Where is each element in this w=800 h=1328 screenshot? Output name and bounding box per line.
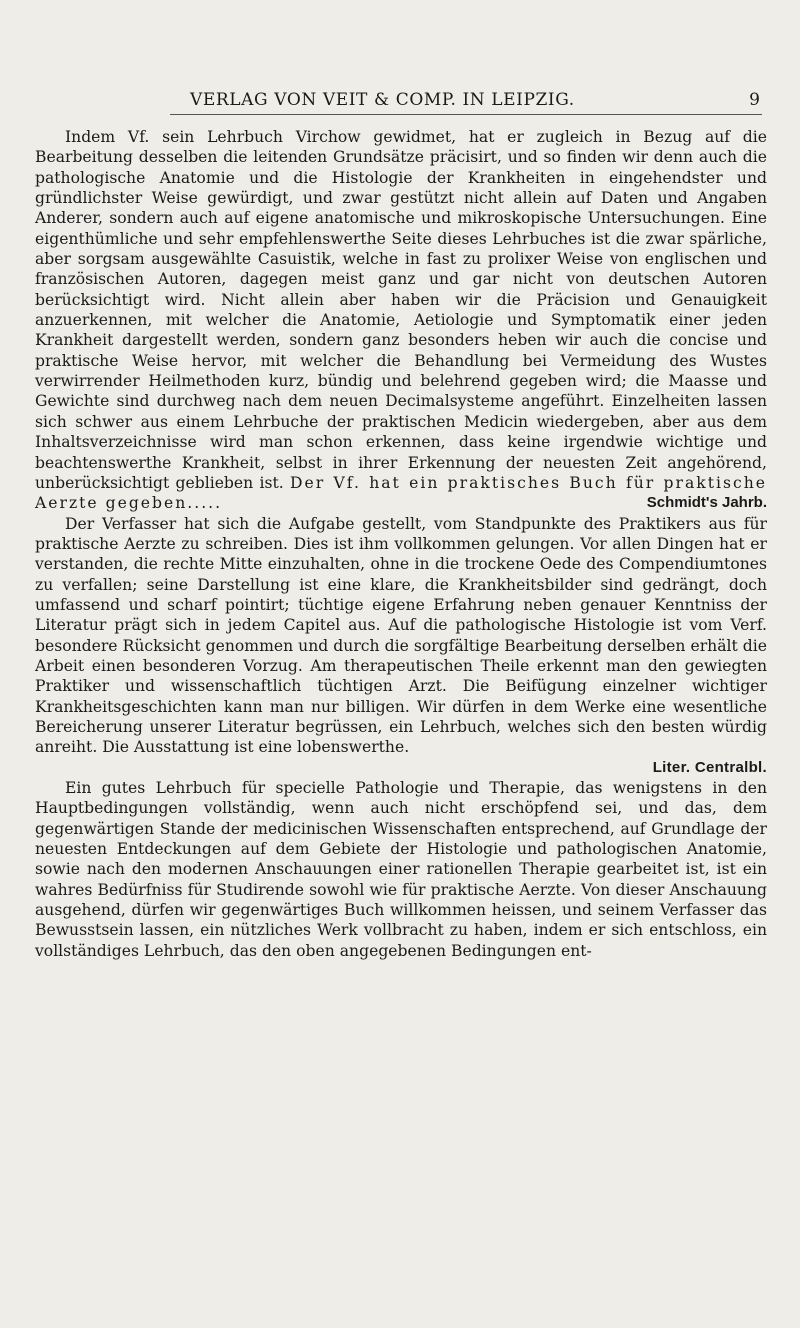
- review-paragraph: [35, 127, 767, 514]
- running-header: [190, 90, 760, 114]
- page-number: 9: [749, 90, 760, 110]
- review-text: Ein gutes Lehrbuch für specielle Pathologie und Therapie, das wenigstens in den Hauptbedingungen vollständig, wenn auch nicht erschöpfend sei, und das, dem gegenwärtigen Stande der medicinischen Wissenschaften entsprechend, auf Grundlage der neuesten Entdeckungen auf dem Gebiete der Histologie und pathologischen Anatomie, sowie nach den modernen Anschauungen einer rationellen Therapie gearbeitet ist, ist ein wahres Bedürfniss für Studirende sowohl wie für praktische Aerzte. Von dieser Anschauung ausgehend, dürfen wir gegenwärtiges Buch willkommen heissen, und seinem Verfasser das Bewusstsein lassen, ein nützliches Werk vollbracht zu haben, indem er sich entschloss, ein vollständiges Lehrbuch, das den oben angegebenen Bedingungen ent-: [35, 779, 767, 960]
- review-paragraph: [35, 514, 767, 758]
- review-paragraph: [35, 778, 767, 961]
- body-text: [35, 127, 767, 961]
- review-text: Der Verfasser hat sich die Aufgabe gestellt, vom Standpunkte des Praktikers aus für praktische Aerzte zu schreiben. Dies ist ihm vollkommen gelungen. Vor allen Dingen hat er verstanden, die rechte Mitte einzuhalten, ohne in die trockene Oede des Compendiumtones zu verfallen; seine Darstellung ist eine klare, die Krankheitsbilder sind gedrängt, doch umfassend und scharf pointirt; tüchtige eigene Erfahrung neben genauer Kenntniss der Literatur prägt sich in jedem Capitel aus. Auf die pathologische Histologie ist vom Verf. besondere Rücksicht genommen und durch die sorgfältige Bearbeitung derselben erhält die Arbeit einen besonderen Vorzug. Am therapeutischen Theile erkennt man den gewiegten Praktiker und wissenschaftlich tüchtigen Arzt. Die Beifügung einzelner wichtiger Krankheitsgeschichten kann man nur billigen. Wir dürfen in dem Werke eine wesentliche Bereicherung unserer Literatur begrüssen, ein Lehrbuch, welches sich den besten würdig anreiht. Die Ausstattung ist eine lobenswerthe.: [35, 514, 767, 757]
- review-source: Liter. Centralbl.: [652, 758, 767, 776]
- header-rule: [170, 114, 762, 115]
- review-source: Schmidt's Jahrb.: [646, 494, 767, 512]
- review-text: Indem Vf. sein Lehrbuch Virchow gewidmet, hat er zugleich in Bezug auf die Bearbeitung desselben die leitenden Grundsätze präcisirt, und so finden wir denn auch die pathologische Anatomie und die Histologie der Krankheiten in eingehendster und gründlichster Weise gewürdigt, und zwar gestützt nicht allein auf Daten und Angaben Anderer, sondern auch auf eigene anatomische und mikroskopische Untersuchungen. Eine eigenthümliche und sehr empfehlenswerthe Seite dieses Lehrbuches ist die zwar spärliche, aber sorgsam ausgewählte Casuistik, welche in fast zu prolixer Weise von englischen und französischen Autoren, dagegen meist ganz und gar nicht von deutschen Autoren berücksichtigt wird. Nicht allein aber haben wir die Präcision und Genauigkeit anzuerkennen, mit welcher die Anatomie, Aetiologie und Symptomatik einer jeden Krankheit dargestellt werden, sondern ganz besonders heben wir auch die concise und praktische Weise hervor, mit welcher die Behandlung bei Vermeidung des Wustes verwirrender Heilmethoden kurz, bündig und belehrend gegeben wird; die Maasse und Gewichte sind durchweg nach dem neuen Decimalsysteme angeführt. Einzelheiten lassen sich schwer aus einem Lehrbuche der praktischen Medicin wiedergeben, aber aus dem Inhaltsverzeichnisse wird man schon erkennen, dass keine irgendwie wichtige und beachtenswerthe Krankheit, selbst in ihrer Erkennung der neuesten Zeit angehörend, unberücksichtigt geblieben ist.: [35, 128, 767, 492]
- review-closing: Der Vf. hat ein praktisches Buch für praktische Aerzte gegeben.....: [35, 473, 767, 513]
- header-title: VERLAG VON VEIT & COMP. IN LEIPZIG.: [190, 90, 575, 110]
